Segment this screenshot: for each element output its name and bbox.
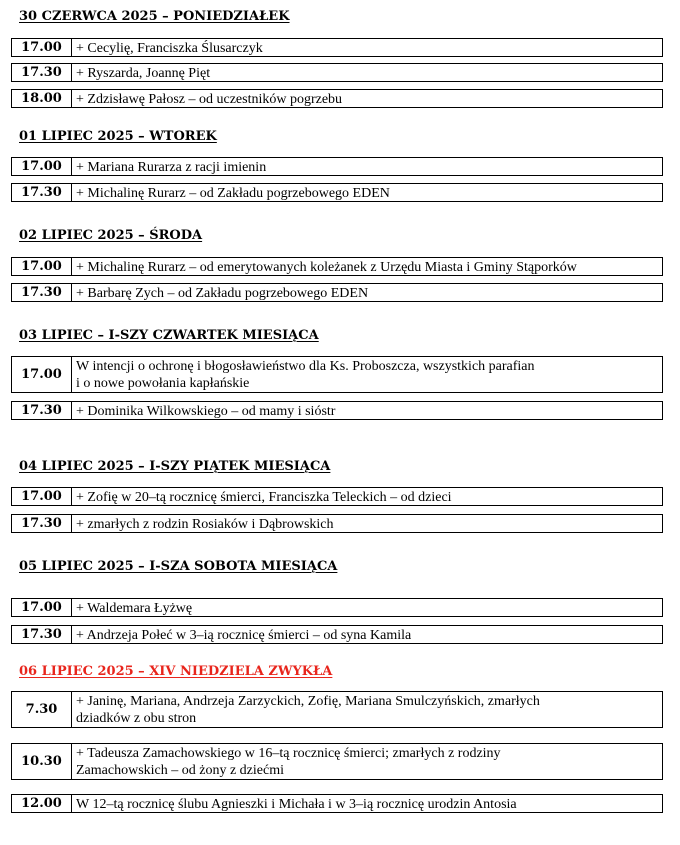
mass-intention: + Waldemara Łyżwę	[76, 601, 193, 616]
mass-time: 17.00	[12, 158, 72, 175]
mass-time: 17.30	[12, 64, 72, 81]
mass-row	[11, 743, 663, 780]
mass-intention: + Dominika Wilkowskiego – od mamy i sióstr	[76, 404, 336, 419]
mass-row	[11, 38, 663, 57]
mass-time: 17.30	[12, 184, 72, 201]
day-heading: 04 LIPIEC 2025 – I-SZY PIĄTEK MIESIĄCA	[19, 459, 331, 474]
mass-intention: + Zdzisławę Pałosz – od uczestników pogrzebu	[76, 92, 343, 107]
mass-intention: + Janinę, Mariana, Andrzeja Zarzyckich, Zofię, Mariana Smulczyńskich, zmarłych dziadków z obu stron	[76, 694, 540, 726]
mass-time: 17.30	[12, 402, 72, 419]
mass-row	[11, 283, 663, 302]
mass-time: 17.30	[12, 626, 72, 643]
day-heading-sunday: 06 LIPIEC 2025 – XIV NIEDZIELA ZWYKŁA	[19, 664, 333, 679]
mass-time: 7.30	[12, 692, 72, 727]
mass-intention: + Zofię w 20–tą rocznicę śmierci, Franciszka Teleckich – od dzieci	[76, 490, 452, 505]
mass-intention: + Ryszarda, Joannę Pięt	[76, 66, 211, 81]
mass-intention: + Barbarę Zych – od Zakładu pogrzebowego EDEN	[76, 286, 369, 301]
mass-row	[11, 487, 663, 506]
mass-intention: + Michalinę Rurarz – od emerytowanych koleżanek z Urzędu Miasta i Gminy Stąporków	[76, 260, 577, 275]
mass-intention: + Andrzeja Połeć w 3–ią rocznicę śmierci – od syna Kamila	[76, 628, 412, 643]
day-heading: 03 LIPIEC – I-SZY CZWARTEK MIESIĄCA	[19, 328, 319, 343]
mass-intention: + Cecylię, Franciszka Ślusarczyk	[76, 41, 263, 56]
mass-row	[11, 157, 663, 176]
mass-intention: W 12–tą rocznicę ślubu Agnieszki i Michała i w 3–ią rocznicę urodzin Antosia	[76, 797, 517, 812]
mass-row	[11, 63, 663, 82]
mass-row	[11, 257, 663, 276]
mass-time: 17.00	[12, 39, 72, 56]
mass-row	[11, 401, 663, 420]
day-heading: 01 LIPIEC 2025 – WTOREK	[19, 129, 217, 144]
mass-time: 17.00	[12, 488, 72, 505]
mass-time: 17.30	[12, 284, 72, 301]
mass-time: 18.00	[12, 90, 72, 107]
mass-row	[11, 625, 663, 644]
mass-row	[11, 598, 663, 617]
mass-intention: + Mariana Rurarza z racji imienin	[76, 160, 267, 175]
mass-intention: + Tadeusza Zamachowskiego w 16–tą rocznicę śmierci; zmarłych z rodziny Zamachowskich – od żony z dziećmi	[76, 746, 501, 778]
day-heading: 05 LIPIEC 2025 – I-SZA SOBOTA MIESIĄCA	[19, 559, 338, 574]
mass-row	[11, 356, 663, 393]
mass-row	[11, 89, 663, 108]
mass-time: 17.00	[12, 258, 72, 275]
mass-time: 17.30	[12, 515, 72, 532]
mass-time: 12.00	[12, 795, 72, 812]
mass-time: 17.00	[12, 357, 72, 392]
day-heading: 30 CZERWCA 2025 – PONIEDZIAŁEK	[19, 9, 290, 24]
mass-row	[11, 183, 663, 202]
mass-row	[11, 691, 663, 728]
mass-row	[11, 794, 663, 813]
mass-intention: + Michalinę Rurarz – od Zakładu pogrzebowego EDEN	[76, 186, 390, 201]
mass-intention: W intencji o ochronę i błogosławieństwo dla Ks. Proboszcza, wszystkich parafian i o nowe powołania kapłańskie	[76, 359, 535, 391]
mass-row	[11, 514, 663, 533]
day-heading: 02 LIPIEC 2025 – ŚRODA	[19, 228, 203, 243]
mass-intention: + zmarłych z rodzin Rosiaków i Dąbrowskich	[76, 517, 334, 532]
mass-time: 10.30	[12, 744, 72, 779]
mass-time: 17.00	[12, 599, 72, 616]
